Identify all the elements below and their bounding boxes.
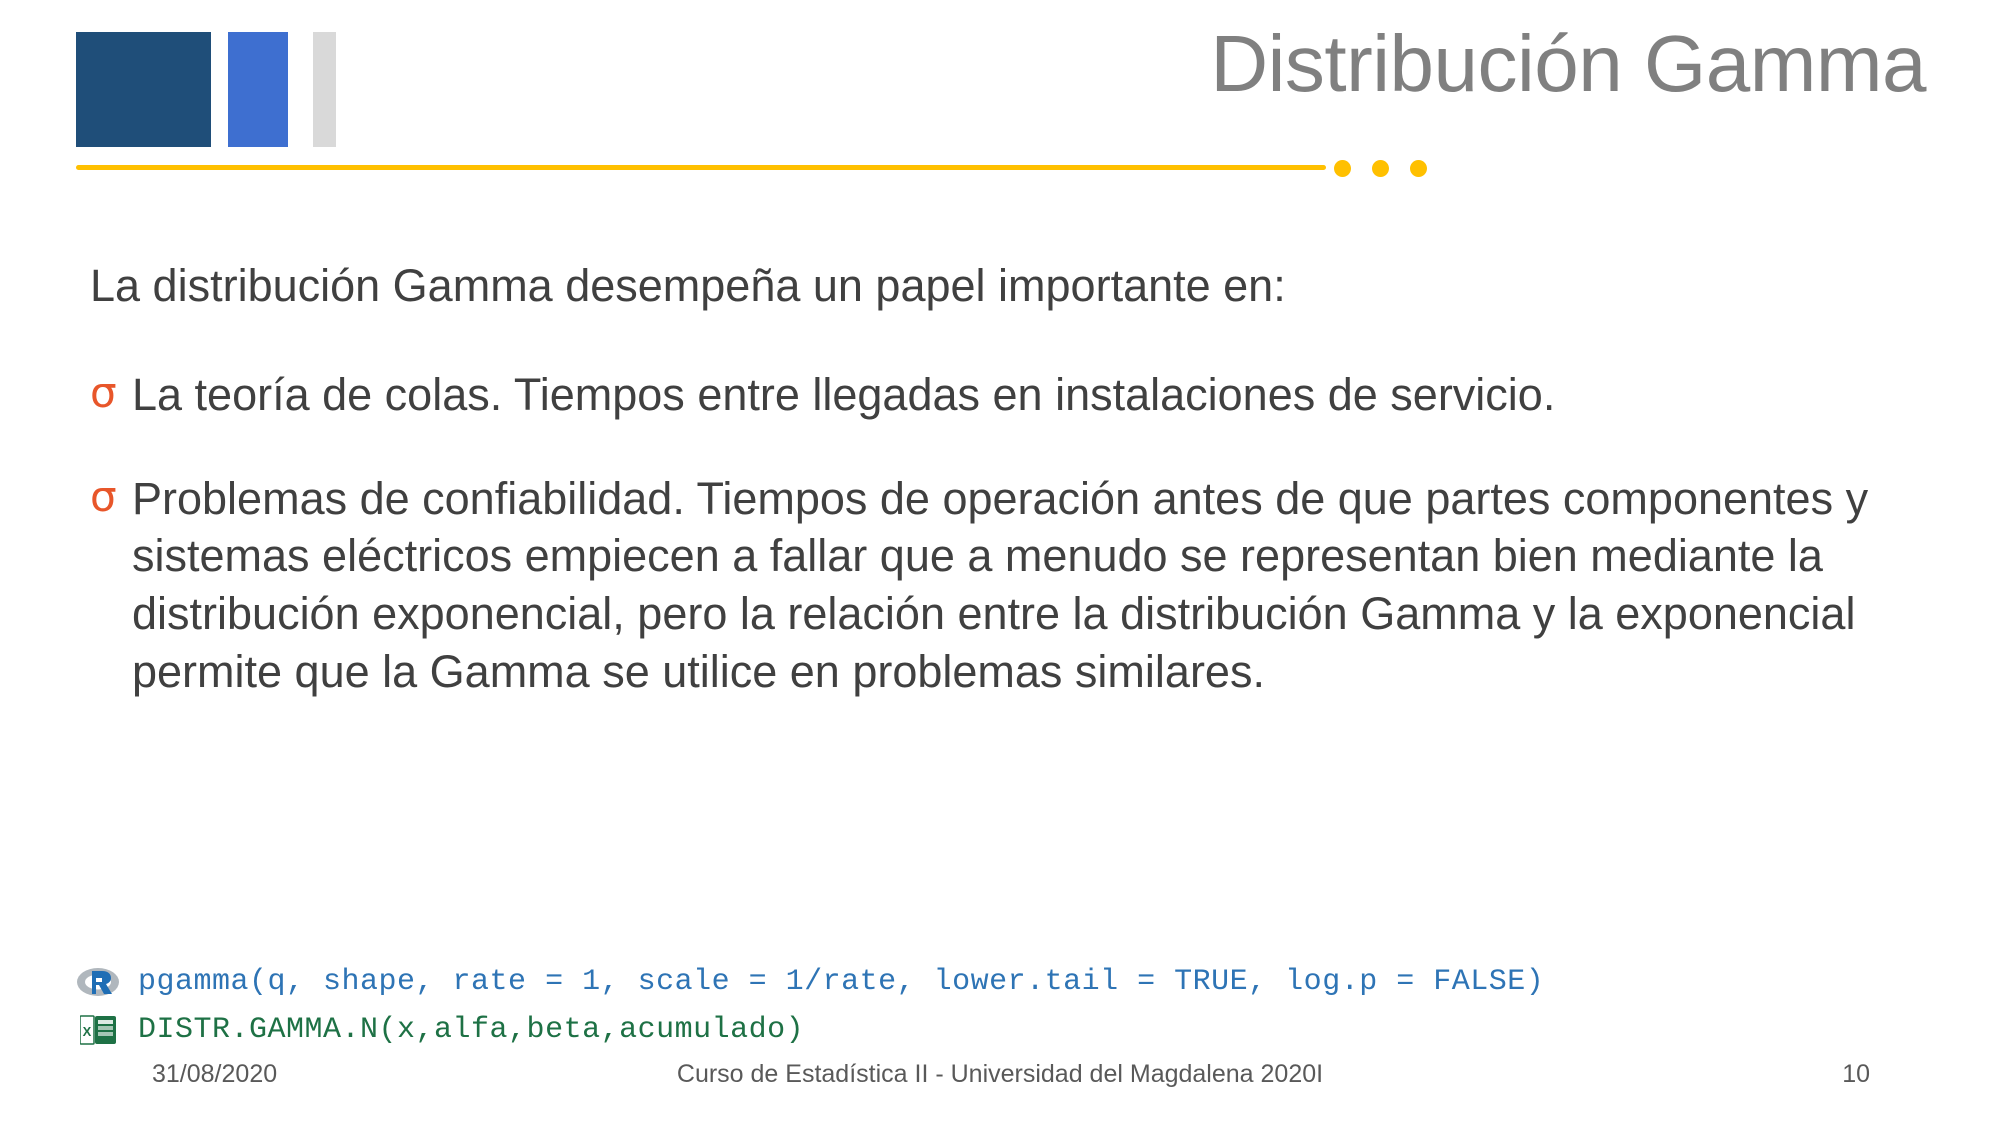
svg-text:X: X [82, 1024, 92, 1039]
excel-logo-icon [74, 1014, 122, 1046]
code-line-excel [74, 1006, 1774, 1054]
code-text-excel: DISTR.GAMMA.N(x,alfa,beta,acumulado) [138, 1013, 805, 1047]
lead-paragraph: La distribución Gamma desempeña un papel importante en: [90, 260, 1286, 311]
bullet-marker-icon: σ [90, 471, 117, 521]
slide-body [90, 258, 1920, 746]
slide-header [0, 0, 2000, 190]
code-line-r [74, 958, 1774, 1006]
footer-page-number: 10 [1842, 1060, 1870, 1088]
logo-bar-dark [76, 32, 211, 147]
list-item-text: Problemas de confiabilidad. Tiempos de operación antes de que partes componentes y sistemas eléctricos empiecen a fallar que a menudo se representan bien mediante la distribución exponencial, pero la relación entre la distribución Gamma y la exponencial permite que la Gamma se utilice en problemas similares. [132, 472, 1869, 697]
accent-dot-2 [1372, 160, 1389, 177]
logo-bar-mid [228, 32, 288, 147]
list-item [90, 366, 1920, 424]
title-underline [76, 165, 1326, 170]
accent-dot-1 [1334, 160, 1351, 177]
accent-dot-3 [1410, 160, 1427, 177]
page-title: Distribución Gamma [1210, 19, 1926, 108]
slide-footer [0, 1060, 2000, 1106]
footer-date: 31/08/2020 [152, 1060, 278, 1088]
list-item [90, 470, 1920, 700]
bullet-marker-icon: σ [90, 368, 117, 418]
code-snippets [74, 958, 1774, 1054]
footer-course-label: Curso de Estadística II - Universidad del Magdalena 2020I [676, 1060, 1324, 1088]
logo-bar-light [313, 32, 336, 147]
code-text-r: pgamma(q, shape, rate = 1, scale = 1/rate, lower.tail = TRUE, log.p = FALSE) [138, 965, 1545, 999]
list-item-text: La teoría de colas. Tiempos entre llegadas en instalaciones de servicio. [132, 369, 1556, 421]
r-logo-icon [74, 965, 122, 999]
